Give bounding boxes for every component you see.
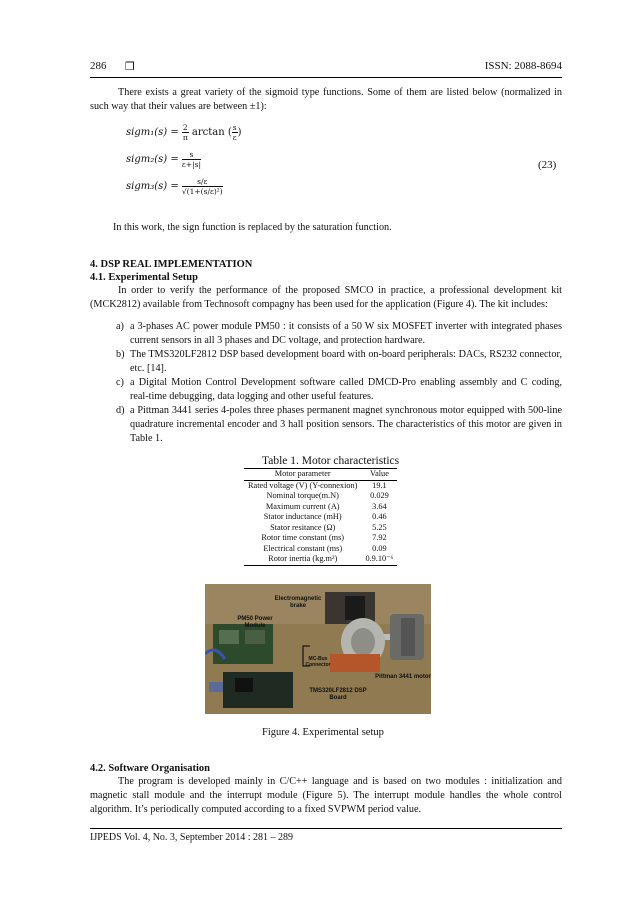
table-row: Nominal torque(m.N) 0.029 xyxy=(266,491,389,500)
table-row: Stator resitance (Ω) 5.25 xyxy=(270,522,387,532)
table-1-caption: Table 1. Motor characteristics xyxy=(262,455,400,467)
section-4-title: 4. DSP REAL IMPLEMENTATION xyxy=(90,259,253,270)
section-4-1-title: 4.1. Experimental Setup xyxy=(90,272,198,283)
sign-sentence: In this work, the sign function is replaced by the saturation function. xyxy=(113,222,392,233)
footer-citation: IJPEDS Vol. 4, No. 3, September 2014 : 281 – 289 xyxy=(90,832,293,843)
intro-paragraph: There exists a great variety of the sigmoid type functions. Some of them are listed below (normalized in such way that their values are between ±1): xyxy=(90,87,562,112)
section-4-2-paragraph: The program is developed mainly in C/C++ language and is based on two modules : initialization and magnetic stall module and the interrupt module (Figure 5). The interrupt module handles the whole control algorithm. It’s periodically computed according to a fixed SVPWM period value. xyxy=(90,776,562,815)
table-row: Rated voltage (V) (Y-connexion) 19.1 xyxy=(248,480,387,490)
brake-label: Electromagnetic brake xyxy=(274,596,322,609)
figure-4-caption: Figure 4. Experimental setup xyxy=(262,727,384,738)
page-number: 286 xyxy=(90,60,107,72)
equation-2 xyxy=(126,150,201,169)
equation-number: (23) xyxy=(538,159,557,171)
eq1-arctan: arctan ( xyxy=(191,127,232,138)
eq2-fraction: $\frac{s}{\varepsilon+|s|}$ xyxy=(181,150,201,169)
table-row: Rotor time constant (ms) 7.92 xyxy=(261,533,387,542)
header-rule xyxy=(90,77,562,78)
equation-3 xyxy=(126,177,223,196)
table-row: Electrical constant (ms) 0.09 xyxy=(263,543,387,553)
list-item: a Pittman 3441 series 4-poles three phases permanent magnet synchronous motor equipped with 500-line quadrature incremental encoder and 3 hall position sensors. The characteristics of this motor are given in Table 1. xyxy=(130,405,562,444)
eq1-fraction: $\frac{2}{\pi}$ xyxy=(182,123,188,142)
eq3-fraction: $\frac{s/\varepsilon}{\text{√(1+(s/ε)²)}}$ xyxy=(181,177,223,196)
pittman-label: Pittman 3441 motor xyxy=(375,674,431,680)
table-row: Maximum current (A) 3.64 xyxy=(265,501,387,511)
list-item: a 3-phases AC power module PM50 : it consists of a 50 W six MOSFET inverter with integrated phases current sensors in all 3 phases and DC voltage, and protection hardware. xyxy=(130,321,562,346)
footer-rule xyxy=(90,828,562,829)
list-item-label: c) xyxy=(116,377,124,388)
list-item-label: a) xyxy=(116,321,124,332)
eq3-lhs: sigm₃(s) = xyxy=(126,181,179,192)
eq1-lhs: sigm₁(s) = xyxy=(126,127,179,138)
eq1-inner-fraction: $\frac{s}{\varepsilon}$ xyxy=(232,123,237,142)
list-item-label: b) xyxy=(116,349,125,360)
experimental-setup-photo xyxy=(205,584,431,714)
section-4-2-title: 4.2. Software Organisation xyxy=(90,763,210,774)
box-icon: ❒ xyxy=(125,60,135,73)
mcbus-label: MC-Bus Connector xyxy=(305,656,331,668)
list-item: a Digital Motion Control Development software called DMCD-Pro enabling assembly and C coding, real-time debugging, data logging and other useful features. xyxy=(130,377,562,402)
list-item-label: d) xyxy=(116,405,125,416)
section-4-1-paragraph: In order to verify the performance of the proposed SMCO in practice, a professional development kit (MCK2812) available from Technosoft compagny has been used for the application (Figure 4). The kit includes: xyxy=(90,285,562,310)
table-header: Value xyxy=(361,469,397,481)
table-header: Motor parameter xyxy=(244,469,361,481)
issn: ISSN: 2088-8694 xyxy=(484,60,562,72)
motor-characteristics-table xyxy=(244,468,397,566)
equation-1: sigm₁(s) = $\frac{2}{\pi}$ arctan ( $\frac{s}{\varepsilon}$ ) xyxy=(126,123,242,142)
dsp-label: TMS320LF2812 DSP Board xyxy=(309,688,367,701)
pm50-label: PM50 Power Module xyxy=(237,616,273,629)
list-item: The TMS320LF2812 DSP based development board with on-board peripherals: DACs, RS232 connector, etc. [14]. xyxy=(130,349,562,374)
table-row: Stator inductance (mH) 0.46 xyxy=(263,512,387,521)
table-row: Rotor inertia (kg.m²) 0.9.10⁻⁶ xyxy=(244,554,397,565)
eq2-lhs: sigm₂(s) = xyxy=(126,154,179,165)
